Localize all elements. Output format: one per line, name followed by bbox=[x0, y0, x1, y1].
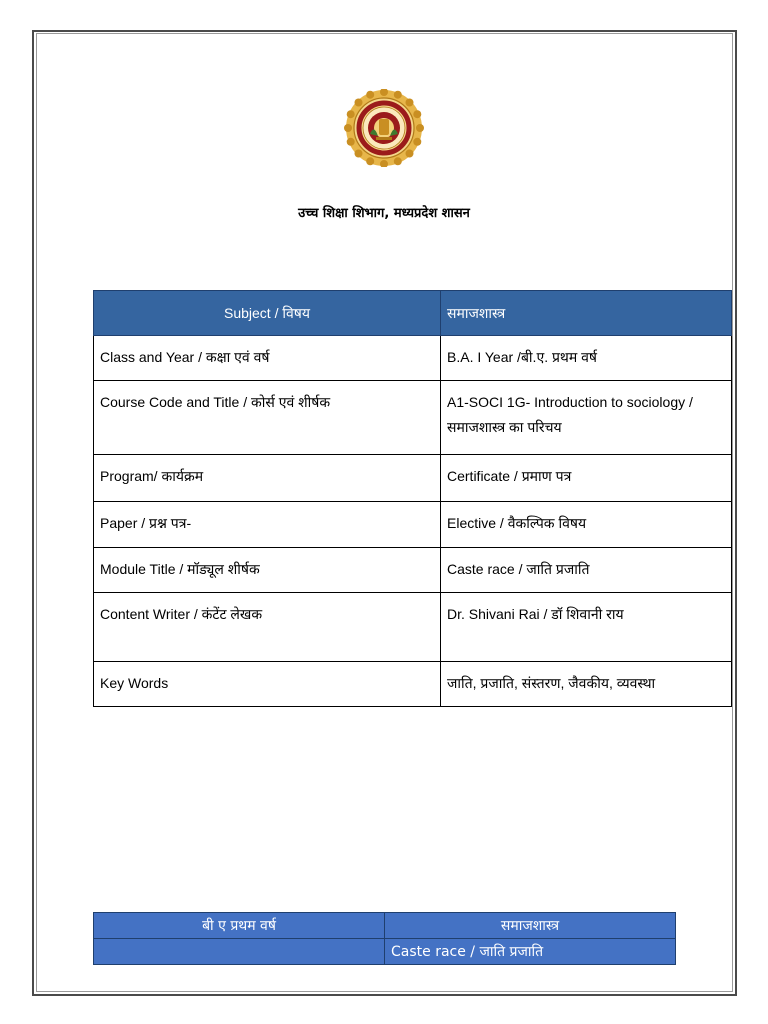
subject-label: Subject / विषय bbox=[94, 291, 441, 336]
footer-module: Caste race / जाति प्रजाति bbox=[385, 939, 676, 965]
footer-class: बी ए प्रथम वर्ष bbox=[94, 913, 385, 939]
row-value: जाति, प्रजाति, संस्तरण, जैवकीय, व्यवस्था bbox=[441, 662, 732, 707]
row-label: Course Code and Title / कोर्स एवं शीर्षक bbox=[94, 381, 441, 455]
row-label: Key Words bbox=[94, 662, 441, 707]
table-row bbox=[94, 548, 732, 593]
row-value: A1-SOCI 1G- Introduction to sociology / समाजशास्त्र का परिचय bbox=[441, 381, 732, 455]
course-info-table bbox=[93, 290, 732, 707]
row-label: Module Title / मॉड्यूल शीर्षक bbox=[94, 548, 441, 593]
row-label: Program/ कार्यक्रम bbox=[94, 455, 441, 502]
table-row bbox=[94, 455, 732, 502]
row-label: Class and Year / कक्षा एवं वर्ष bbox=[94, 336, 441, 381]
row-value: Caste race / जाति प्रजाति bbox=[441, 548, 732, 593]
row-value: Elective / वैकल्पिक विषय bbox=[441, 502, 732, 548]
footer-row bbox=[94, 939, 676, 965]
table-header-row bbox=[94, 291, 732, 336]
footer-row bbox=[94, 913, 676, 939]
footer-banner bbox=[93, 912, 676, 965]
department-title: उच्च शिक्षा शिभाग, मध्यप्रदेश शासन bbox=[298, 206, 470, 221]
footer-subject: समाजशास्त्र bbox=[385, 913, 676, 939]
row-value: Dr. Shivani Rai / डॉ शिवानी राय bbox=[441, 593, 732, 662]
table-row bbox=[94, 336, 732, 381]
table-row bbox=[94, 662, 732, 707]
row-label: Content Writer / कंटेंट लेखक bbox=[94, 593, 441, 662]
subject-value: समाजशास्त्र bbox=[441, 291, 732, 336]
table-row bbox=[94, 593, 732, 662]
table-row bbox=[94, 502, 732, 548]
row-value: B.A. I Year /बी.ए. प्रथम वर्ष bbox=[441, 336, 732, 381]
row-value: Certificate / प्रमाण पत्र bbox=[441, 455, 732, 502]
emblem-seal bbox=[343, 89, 425, 167]
row-label: Paper / प्रश्न पत्र- bbox=[94, 502, 441, 548]
footer-empty-cell bbox=[94, 939, 385, 965]
table-row bbox=[94, 381, 732, 455]
